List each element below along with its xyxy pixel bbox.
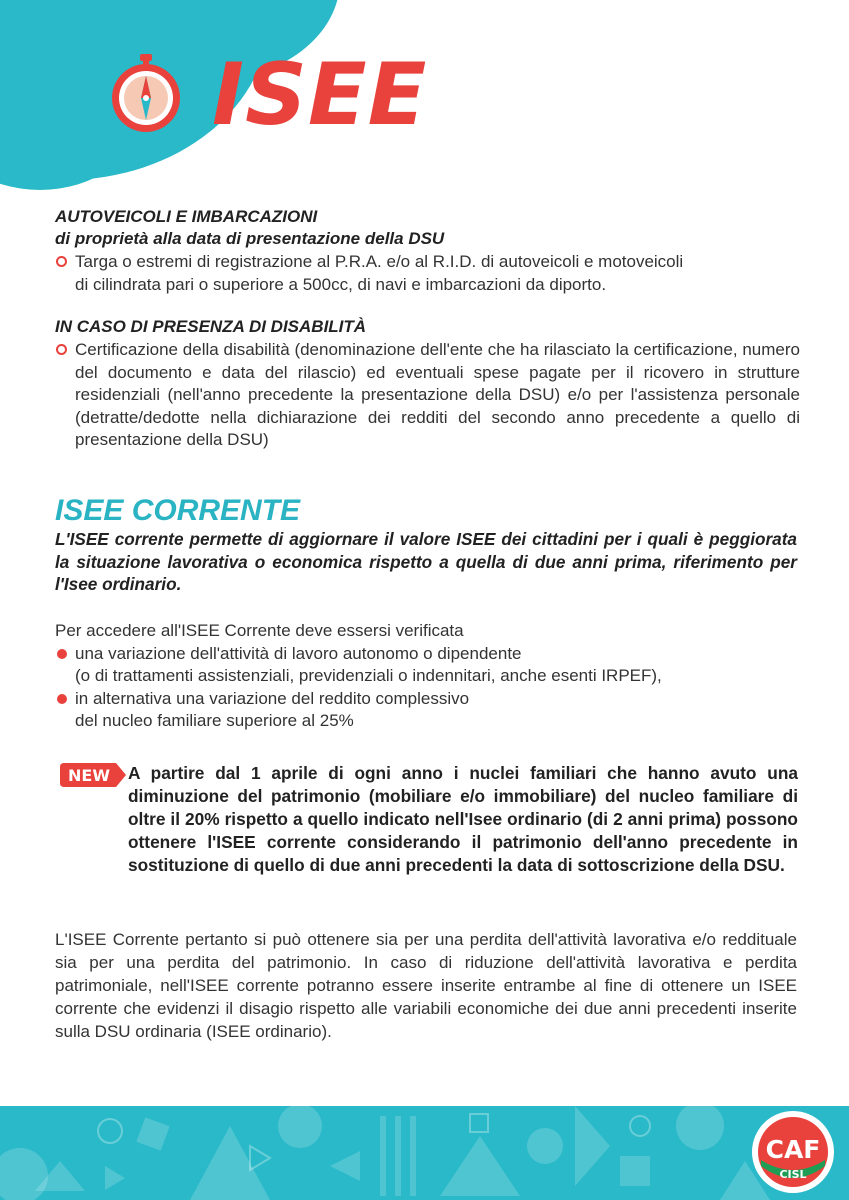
- cisl-logo-text: CISL: [779, 1168, 807, 1181]
- access-lead: Per accedere all'ISEE Corrente deve essersi verificata: [55, 621, 464, 640]
- new-badge: [60, 763, 126, 787]
- closing-paragraph: L'ISEE Corrente pertanto si può ottenere sia per una perdita dell'attività lavorativa e/o reddituale sia per una perdita del patrimonio. In caso di riduzione dell'attività lavorativa e perdita patrimoniale, nell'ISEE corrente potranno essere inserite entrambe al fine di ottenere un ISEE corrente che evidenzi il disagio rispetto alle variabili economiche dei due anni precedenti inserite sulla DSU ordinaria (ISEE ordinario).: [55, 930, 797, 1041]
- footer-pattern: [0, 1106, 849, 1200]
- access-bullet-2-line2: del nucleo familiare superiore al 25%: [75, 711, 354, 730]
- page-title: ISEE: [212, 45, 428, 145]
- compass-icon: [106, 52, 186, 136]
- footer-band: [0, 1106, 849, 1200]
- disability-item: [55, 339, 800, 452]
- new-notice-text: A partire dal 1 aprile di ogni anno i nuclei familiari che hanno avuto una diminuzione del patrimonio (mobiliare e/o immobiliare) del nucleo familiare di oltre il 20% rispetto a quello indicato nell'Isee ordinario (di 2 anni prima) possono ottenere l'ISEE corrente considerando il patrimonio dell'anno precedente in sostituzione di quello di due anni precedenti la data di sottoscrizione della DSU.: [128, 763, 798, 875]
- disability-item-text: Certificazione della disabilità (denominazione dell'ente che ha rilasciato la certificazione, numero del documento e data del rilascio) ed eventuali spese pagate per il ricovero in strutture residenziali (nell'anno precedente la presentazione della DSU) e/o per l'assistenza personale (detratte/dedotte nella dichiarazione dei redditi del secondo anno precedente a quello di presentazione della DSU): [75, 340, 800, 449]
- access-bullet-1: [55, 643, 800, 688]
- vehicles-item: [55, 251, 800, 296]
- vehicles-subheading: di proprietà alla data di presentazione della DSU: [55, 229, 445, 248]
- dot-bullet-icon: [57, 694, 67, 704]
- new-badge-label: NEW: [68, 766, 110, 785]
- access-requirements: [55, 620, 800, 733]
- access-bullet-2-line1: in alternativa una variazione del reddito complessivo: [75, 688, 470, 708]
- vehicles-item-line1: Targa o estremi di registrazione al P.R.A. e/o al R.I.D. di autoveicoli e motoveicoli: [75, 252, 684, 271]
- access-bullet-1-line2: (o di trattamenti assistenziali, previdenziali o indennitari, anche esenti IRPEF),: [75, 666, 662, 685]
- disability-section: [55, 316, 800, 452]
- vehicles-heading: AUTOVEICOLI E IMBARCAZIONI: [55, 207, 318, 226]
- caf-cisl-logo: [751, 1110, 835, 1194]
- isee-corrente-title: ISEE CORRENTE: [55, 494, 301, 527]
- caf-logo-text: CAF: [765, 1135, 821, 1164]
- ring-bullet-icon: [56, 256, 67, 267]
- access-bullet-1-line1: una variazione dell'attività di lavoro autonomo o dipendente: [75, 643, 522, 663]
- vehicles-section: [55, 206, 800, 296]
- disability-heading: IN CASO DI PRESENZA DI DISABILITÀ: [55, 317, 367, 336]
- ring-bullet-icon: [56, 344, 67, 355]
- isee-corrente-intro: L'ISEE corrente permette di aggiornare il valore ISEE dei cittadini per i quali è peggiorata la situazione lavorativa o economica rispetto a quella di due anni prima, riferimento per l'Isee ordinario.: [55, 529, 797, 594]
- vehicles-item-line2: di cilindrata pari o superiore a 500cc, di navi e imbarcazioni da diporto.: [75, 274, 607, 294]
- access-bullet-2: [55, 688, 800, 733]
- dot-bullet-icon: [57, 649, 67, 659]
